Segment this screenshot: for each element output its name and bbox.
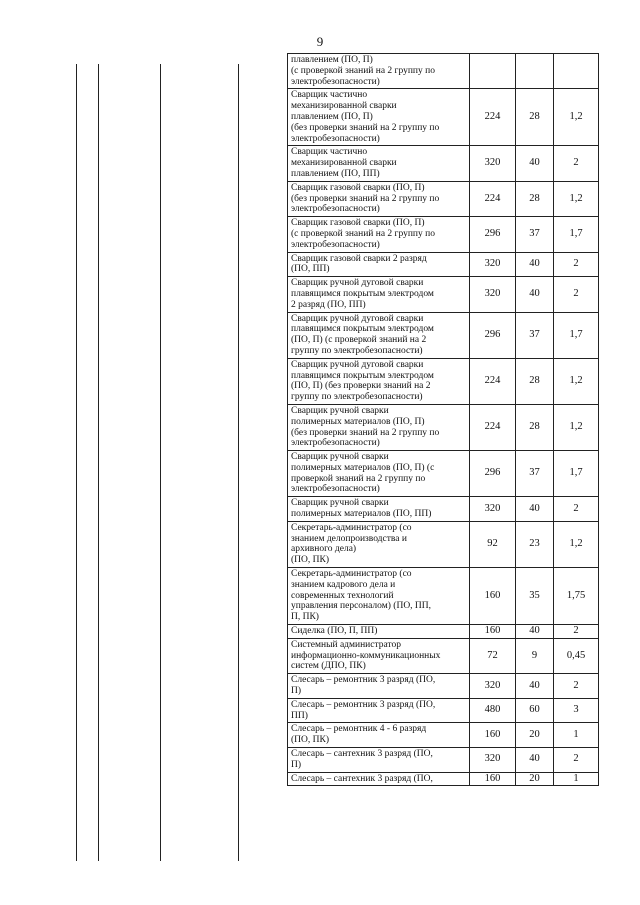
profession-text-line: плавящимся покрытым электродом bbox=[291, 288, 434, 299]
hours-cell: 320 bbox=[470, 252, 516, 277]
months-cell: 2 bbox=[554, 497, 599, 522]
months-cell: 3 bbox=[554, 698, 599, 723]
hours-cell bbox=[470, 54, 516, 89]
profession-cell bbox=[288, 181, 470, 216]
profession-text-line: полимерных материалов (ПО, П) bbox=[291, 416, 425, 427]
profession-text-line: Секретарь-администратор (со bbox=[291, 569, 412, 580]
months-cell: 1 bbox=[554, 723, 599, 748]
months-cell: 2 bbox=[554, 674, 599, 699]
months-cell: 2 bbox=[554, 252, 599, 277]
profession-cell bbox=[288, 638, 470, 673]
profession-text-line: электробезопасности) bbox=[291, 484, 380, 495]
training-programs-table bbox=[287, 53, 599, 786]
profession-text-line: современных технологий bbox=[291, 590, 394, 601]
profession-cell bbox=[288, 451, 470, 497]
profession-cell bbox=[288, 54, 470, 89]
table-row bbox=[288, 497, 599, 522]
profession-text-line: (ПО, П) (без проверки знаний на 2 bbox=[291, 381, 431, 392]
profession-cell bbox=[288, 674, 470, 699]
profession-text-line: Сварщик газовой сварки 2 разряд bbox=[291, 253, 427, 264]
column-rule bbox=[76, 64, 77, 861]
table-row bbox=[288, 638, 599, 673]
profession-text-line: группу по электробезопасности) bbox=[291, 392, 423, 403]
profession-text-line: группу по электробезопасности) bbox=[291, 345, 423, 356]
weeks-cell: 28 bbox=[516, 89, 554, 146]
weeks-cell: 40 bbox=[516, 146, 554, 181]
months-cell bbox=[554, 54, 599, 89]
weeks-cell: 28 bbox=[516, 404, 554, 450]
profession-text-line: Сварщик ручной сварки bbox=[291, 498, 389, 509]
weeks-cell: 40 bbox=[516, 674, 554, 699]
profession-cell bbox=[288, 497, 470, 522]
table-row bbox=[288, 217, 599, 252]
profession-text-line: Слесарь – ремонтник 3 разряд (ПО, bbox=[291, 675, 436, 686]
profession-cell bbox=[288, 312, 470, 358]
profession-text-line: Сварщик ручной сварки bbox=[291, 405, 389, 416]
table-row bbox=[288, 748, 599, 773]
profession-cell bbox=[288, 698, 470, 723]
profession-text-line: (ПО, ПП) bbox=[291, 264, 330, 275]
weeks-cell: 23 bbox=[516, 521, 554, 567]
profession-cell bbox=[288, 404, 470, 450]
profession-text-line: плавлением (ПО, П) bbox=[291, 111, 373, 122]
hours-cell: 480 bbox=[470, 698, 516, 723]
hours-cell: 320 bbox=[470, 146, 516, 181]
weeks-cell: 28 bbox=[516, 181, 554, 216]
profession-cell bbox=[288, 252, 470, 277]
weeks-cell: 20 bbox=[516, 772, 554, 786]
profession-text-line: электробезопасности) bbox=[291, 133, 380, 144]
months-cell: 2 bbox=[554, 146, 599, 181]
profession-text-line: электробезопасности) bbox=[291, 204, 380, 215]
months-cell: 0,45 bbox=[554, 638, 599, 673]
table-row bbox=[288, 625, 599, 639]
profession-text-line: Слесарь – сантехник 3 разряд (ПО, bbox=[291, 749, 433, 760]
profession-cell bbox=[288, 89, 470, 146]
months-cell: 1,7 bbox=[554, 451, 599, 497]
weeks-cell: 37 bbox=[516, 451, 554, 497]
profession-text-line: информационно-коммуникационных bbox=[291, 650, 441, 661]
profession-text-line: плавящимся покрытым электродом bbox=[291, 324, 434, 335]
profession-cell bbox=[288, 217, 470, 252]
hours-cell: 224 bbox=[470, 89, 516, 146]
profession-text-line: 2 разряд (ПО, ПП) bbox=[291, 299, 366, 310]
profession-text-line: Слесарь – ремонтник 4 - 6 разряд bbox=[291, 724, 427, 735]
table-row bbox=[288, 181, 599, 216]
hours-cell: 72 bbox=[470, 638, 516, 673]
hours-cell: 224 bbox=[470, 404, 516, 450]
hours-cell: 296 bbox=[470, 312, 516, 358]
profession-text-line: плавлением (ПО, П) bbox=[291, 55, 373, 65]
profession-text-line: П) bbox=[291, 686, 302, 697]
page-number: 9 bbox=[316, 34, 324, 49]
profession-cell bbox=[288, 568, 470, 625]
table-row bbox=[288, 698, 599, 723]
hours-cell: 160 bbox=[470, 568, 516, 625]
weeks-cell bbox=[516, 54, 554, 89]
profession-text-line: архивного дела) bbox=[291, 544, 357, 555]
profession-text-line: механизированной сварки bbox=[291, 158, 397, 169]
hours-cell: 320 bbox=[470, 748, 516, 773]
profession-text-line: электробезопасности) bbox=[291, 76, 380, 87]
profession-text-line: (ПО, П) (с проверкой знаний на 2 bbox=[291, 335, 427, 346]
profession-cell bbox=[288, 146, 470, 181]
hours-cell: 320 bbox=[470, 497, 516, 522]
profession-text-line: Сиделка (ПО, П, ПП) bbox=[291, 626, 378, 637]
profession-text-line: (ПО, ПК) bbox=[291, 735, 329, 746]
profession-text-line: Сварщик ручной сварки bbox=[291, 452, 389, 463]
table-row bbox=[288, 568, 599, 625]
profession-text-line: (с проверкой знаний на 2 группу по bbox=[291, 65, 435, 76]
table-row bbox=[288, 358, 599, 404]
profession-cell bbox=[288, 723, 470, 748]
table-row bbox=[288, 451, 599, 497]
profession-cell bbox=[288, 748, 470, 773]
weeks-cell: 20 bbox=[516, 723, 554, 748]
profession-text-line: электробезопасности) bbox=[291, 438, 380, 449]
weeks-cell: 40 bbox=[516, 748, 554, 773]
months-cell: 2 bbox=[554, 277, 599, 312]
weeks-cell: 35 bbox=[516, 568, 554, 625]
weeks-cell: 40 bbox=[516, 625, 554, 639]
profession-text-line: (без проверки знаний на 2 группу по bbox=[291, 122, 440, 133]
profession-text-line: полимерных материалов (ПО, П) (с bbox=[291, 462, 435, 473]
table-row bbox=[288, 521, 599, 567]
hours-cell: 296 bbox=[470, 217, 516, 252]
profession-text-line: плавящимся покрытым электродом bbox=[291, 370, 434, 381]
profession-text-line: (без проверки знаний на 2 группу по bbox=[291, 193, 440, 204]
profession-text-line: (без проверки знаний на 2 группу по bbox=[291, 427, 440, 438]
profession-cell bbox=[288, 277, 470, 312]
profession-text-line: Сварщик частично bbox=[291, 90, 368, 101]
table-row bbox=[288, 404, 599, 450]
profession-text-line: Сварщик ручной дуговой сварки bbox=[291, 313, 424, 324]
profession-text-line: систем (ДПО, ПК) bbox=[291, 661, 366, 672]
months-cell: 1,2 bbox=[554, 521, 599, 567]
profession-text-line: механизированной сварки bbox=[291, 101, 397, 112]
profession-text-line: Сварщик газовой сварки (ПО, П) bbox=[291, 182, 425, 193]
hours-cell: 160 bbox=[470, 625, 516, 639]
weeks-cell: 28 bbox=[516, 358, 554, 404]
profession-text-line: знанием делопроизводства и bbox=[291, 533, 407, 544]
hours-cell: 160 bbox=[470, 772, 516, 786]
weeks-cell: 37 bbox=[516, 217, 554, 252]
months-cell: 1,75 bbox=[554, 568, 599, 625]
column-rule bbox=[98, 64, 99, 861]
profession-text-line: Слесарь – ремонтник 3 разряд (ПО, bbox=[291, 699, 436, 710]
months-cell: 1,2 bbox=[554, 181, 599, 216]
months-cell: 1,2 bbox=[554, 404, 599, 450]
weeks-cell: 37 bbox=[516, 312, 554, 358]
hours-cell: 224 bbox=[470, 181, 516, 216]
profession-cell bbox=[288, 521, 470, 567]
profession-cell bbox=[288, 358, 470, 404]
table-row bbox=[288, 674, 599, 699]
table-row bbox=[288, 54, 599, 89]
column-rule bbox=[238, 64, 239, 861]
months-cell: 1,2 bbox=[554, 358, 599, 404]
hours-cell: 320 bbox=[470, 277, 516, 312]
profession-text-line: Сварщик ручной дуговой сварки bbox=[291, 278, 424, 289]
profession-text-line: проверкой знаний на 2 группу по bbox=[291, 473, 426, 484]
table-row bbox=[288, 146, 599, 181]
hours-cell: 296 bbox=[470, 451, 516, 497]
profession-text-line: Секретарь-администратор (со bbox=[291, 522, 412, 533]
profession-text-line: управления персоналом) (ПО, ПП, bbox=[291, 601, 432, 612]
profession-text-line: П) bbox=[291, 759, 302, 770]
table-row bbox=[288, 312, 599, 358]
profession-text-line: полимерных материалов (ПО, ПП) bbox=[291, 509, 432, 520]
months-cell: 2 bbox=[554, 748, 599, 773]
months-cell: 2 bbox=[554, 625, 599, 639]
table-row bbox=[288, 252, 599, 277]
hours-cell: 320 bbox=[470, 674, 516, 699]
profession-text-line: знанием кадрового дела и bbox=[291, 579, 396, 590]
profession-cell bbox=[288, 772, 470, 786]
table-row bbox=[288, 277, 599, 312]
profession-text-line: Сварщик частично bbox=[291, 147, 368, 158]
profession-text-line: (с проверкой знаний на 2 группу по bbox=[291, 228, 435, 239]
profession-text-line: Слесарь – сантехник 3 разряд (ПО, bbox=[291, 773, 433, 784]
profession-text-line: Системный администратор bbox=[291, 639, 401, 650]
profession-text-line: электробезопасности) bbox=[291, 239, 380, 250]
months-cell: 1,7 bbox=[554, 312, 599, 358]
hours-cell: 160 bbox=[470, 723, 516, 748]
weeks-cell: 9 bbox=[516, 638, 554, 673]
months-cell: 1 bbox=[554, 772, 599, 786]
profession-text-line: П, ПК) bbox=[291, 612, 319, 623]
profession-text-line: Сварщик ручной дуговой сварки bbox=[291, 359, 424, 370]
weeks-cell: 60 bbox=[516, 698, 554, 723]
hours-cell: 224 bbox=[470, 358, 516, 404]
profession-text-line: ПП) bbox=[291, 710, 308, 721]
profession-cell bbox=[288, 625, 470, 639]
table-row bbox=[288, 772, 599, 786]
weeks-cell: 40 bbox=[516, 252, 554, 277]
weeks-cell: 40 bbox=[516, 277, 554, 312]
months-cell: 1,7 bbox=[554, 217, 599, 252]
table-row bbox=[288, 723, 599, 748]
table-row bbox=[288, 89, 599, 146]
weeks-cell: 40 bbox=[516, 497, 554, 522]
hours-cell: 92 bbox=[470, 521, 516, 567]
profession-text-line: (ПО, ПК) bbox=[291, 555, 329, 566]
profession-text-line: плавлением (ПО, ПП) bbox=[291, 168, 380, 179]
months-cell: 1,2 bbox=[554, 89, 599, 146]
profession-text-line: Сварщик газовой сварки (ПО, П) bbox=[291, 218, 425, 229]
column-rule bbox=[160, 64, 161, 861]
